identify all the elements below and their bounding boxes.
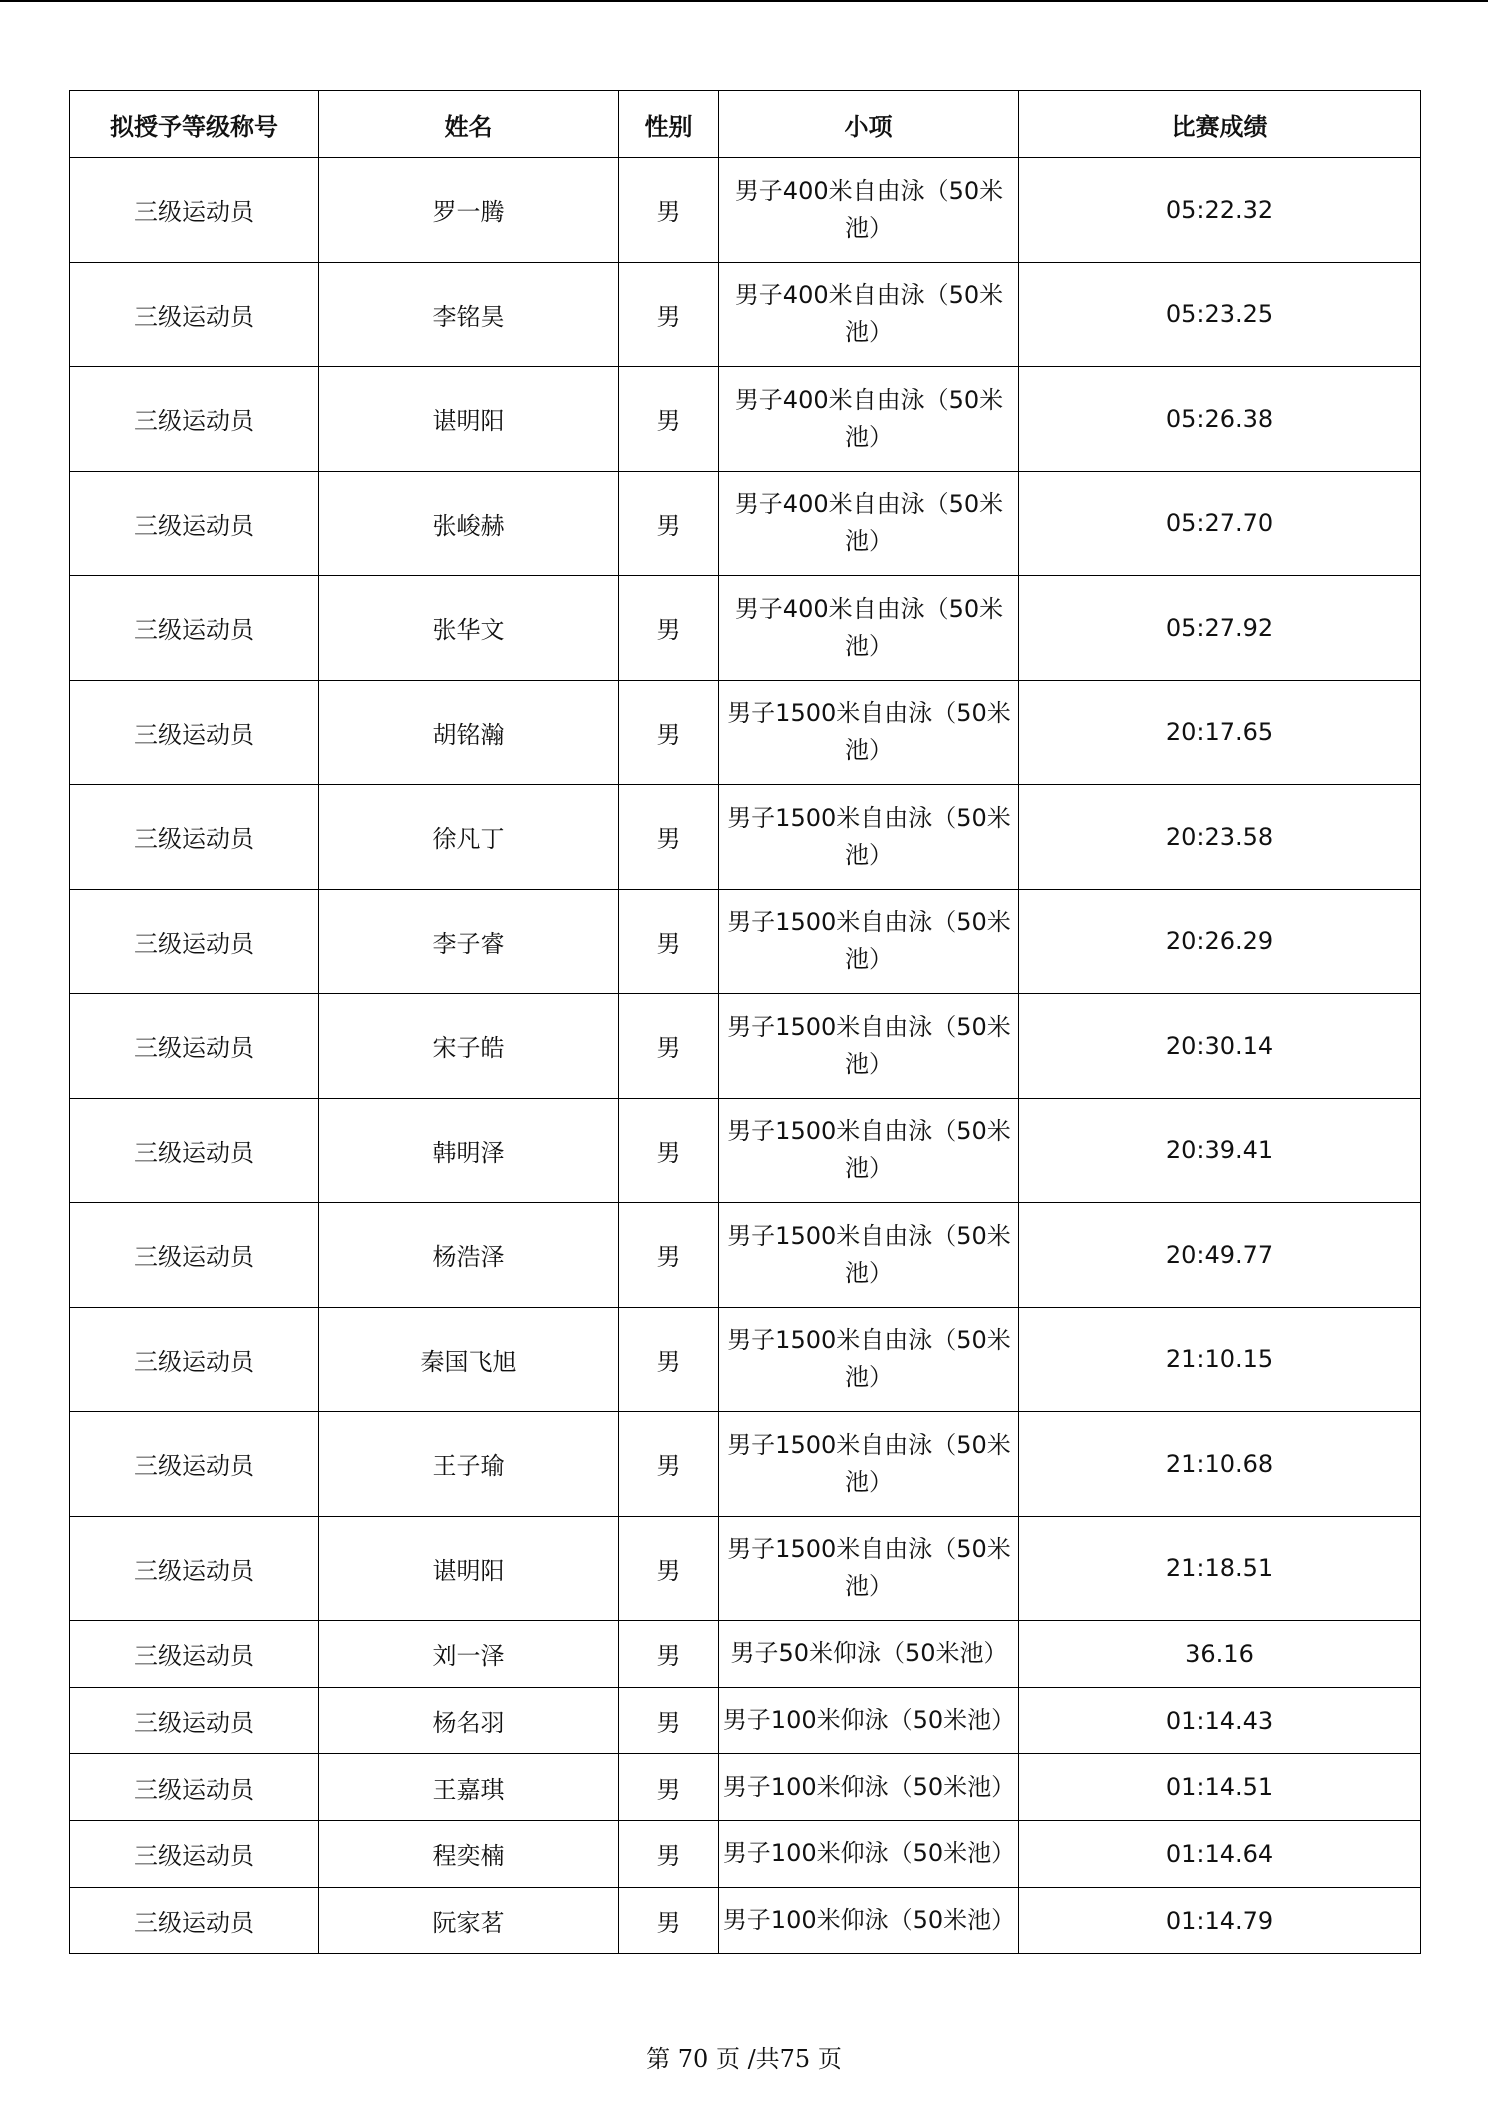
cell-name: 韩明泽 bbox=[319, 1098, 619, 1203]
table-row bbox=[70, 889, 1421, 994]
event-label: 男子100米仰泳（50米池） bbox=[722, 1906, 1016, 1935]
cell-level: 三级运动员 bbox=[70, 1516, 319, 1621]
cell-result: 20:23.58 bbox=[1019, 785, 1421, 890]
table-row bbox=[70, 1203, 1421, 1308]
header-event: 小项 bbox=[719, 91, 1019, 158]
cell-name: 王嘉琪 bbox=[319, 1754, 619, 1821]
cell-gender: 男 bbox=[619, 367, 719, 472]
cell-result: 01:14.79 bbox=[1019, 1887, 1421, 1954]
event-label: 男子400米自由泳（50米池） bbox=[734, 281, 1004, 347]
table-row bbox=[70, 994, 1421, 1099]
cell-name: 杨浩泽 bbox=[319, 1203, 619, 1308]
table-row bbox=[70, 1821, 1421, 1888]
table-row bbox=[70, 1516, 1421, 1621]
cell-event bbox=[719, 785, 1019, 890]
cell-name: 胡铭瀚 bbox=[319, 680, 619, 785]
cell-event bbox=[719, 994, 1019, 1099]
cell-event bbox=[719, 1307, 1019, 1412]
cell-result: 21:18.51 bbox=[1019, 1516, 1421, 1621]
cell-result: 05:23.25 bbox=[1019, 262, 1421, 367]
table-row bbox=[70, 1412, 1421, 1517]
cell-result: 20:30.14 bbox=[1019, 994, 1421, 1099]
cell-event bbox=[719, 367, 1019, 472]
table-body bbox=[70, 158, 1421, 1954]
cell-gender: 男 bbox=[619, 1621, 719, 1688]
cell-result: 05:27.92 bbox=[1019, 576, 1421, 681]
event-label: 男子100米仰泳（50米池） bbox=[722, 1706, 1016, 1735]
table-row bbox=[70, 158, 1421, 263]
event-label: 男子1500米自由泳（50米池） bbox=[727, 1430, 1011, 1496]
cell-result: 20:26.29 bbox=[1019, 889, 1421, 994]
table-row bbox=[70, 1307, 1421, 1412]
cell-level: 三级运动员 bbox=[70, 471, 319, 576]
cell-name: 李铭昊 bbox=[319, 262, 619, 367]
cell-level: 三级运动员 bbox=[70, 158, 319, 263]
cell-gender: 男 bbox=[619, 680, 719, 785]
header-level: 拟授予等级称号 bbox=[70, 91, 319, 158]
table-row bbox=[70, 1887, 1421, 1954]
cell-gender: 男 bbox=[619, 158, 719, 263]
cell-level: 三级运动员 bbox=[70, 1203, 319, 1308]
cell-gender: 男 bbox=[619, 1887, 719, 1954]
event-label: 男子100米仰泳（50米池） bbox=[722, 1772, 1016, 1801]
event-label: 男子50米仰泳（50米池） bbox=[730, 1639, 1008, 1668]
cell-event bbox=[719, 1887, 1019, 1954]
cell-level: 三级运动员 bbox=[70, 1412, 319, 1517]
cell-gender: 男 bbox=[619, 576, 719, 681]
cell-result: 21:10.15 bbox=[1019, 1307, 1421, 1412]
cell-gender: 男 bbox=[619, 1203, 719, 1308]
event-label: 男子1500米自由泳（50米池） bbox=[727, 1535, 1011, 1601]
table-row bbox=[70, 680, 1421, 785]
table-row bbox=[70, 576, 1421, 681]
table-header-row bbox=[70, 91, 1421, 158]
cell-gender: 男 bbox=[619, 1412, 719, 1517]
cell-result: 01:14.51 bbox=[1019, 1754, 1421, 1821]
cell-name: 杨名羽 bbox=[319, 1687, 619, 1754]
event-label: 男子100米仰泳（50米池） bbox=[722, 1839, 1016, 1868]
athlete-results-table bbox=[69, 90, 1421, 1954]
cell-gender: 男 bbox=[619, 1754, 719, 1821]
header-gender: 性别 bbox=[619, 91, 719, 158]
cell-name: 程奕楠 bbox=[319, 1821, 619, 1888]
cell-level: 三级运动员 bbox=[70, 1754, 319, 1821]
cell-level: 三级运动员 bbox=[70, 1307, 319, 1412]
event-label: 男子1500米自由泳（50米池） bbox=[727, 908, 1011, 974]
cell-event bbox=[719, 1754, 1019, 1821]
cell-level: 三级运动员 bbox=[70, 367, 319, 472]
cell-event bbox=[719, 1516, 1019, 1621]
cell-gender: 男 bbox=[619, 785, 719, 890]
cell-event bbox=[719, 1821, 1019, 1888]
cell-name: 刘一泽 bbox=[319, 1621, 619, 1688]
event-label: 男子1500米自由泳（50米池） bbox=[727, 1117, 1011, 1183]
cell-level: 三级运动员 bbox=[70, 1098, 319, 1203]
cell-event bbox=[719, 1621, 1019, 1688]
event-label: 男子400米自由泳（50米池） bbox=[734, 594, 1004, 660]
cell-gender: 男 bbox=[619, 262, 719, 367]
cell-gender: 男 bbox=[619, 1516, 719, 1621]
cell-name: 张峻赫 bbox=[319, 471, 619, 576]
cell-event bbox=[719, 1687, 1019, 1754]
page-top-border bbox=[0, 0, 1488, 2]
page-number: 第 70 页 /共75 页 bbox=[646, 2045, 842, 2073]
cell-level: 三级运动员 bbox=[70, 994, 319, 1099]
table-row bbox=[70, 262, 1421, 367]
cell-result: 20:39.41 bbox=[1019, 1098, 1421, 1203]
cell-result: 20:17.65 bbox=[1019, 680, 1421, 785]
cell-name: 谌明阳 bbox=[319, 1516, 619, 1621]
cell-level: 三级运动员 bbox=[70, 1821, 319, 1888]
cell-level: 三级运动员 bbox=[70, 889, 319, 994]
header-name: 姓名 bbox=[319, 91, 619, 158]
cell-event bbox=[719, 889, 1019, 994]
event-label: 男子1500米自由泳（50米池） bbox=[727, 699, 1011, 765]
cell-name: 徐凡丁 bbox=[319, 785, 619, 890]
cell-result: 01:14.43 bbox=[1019, 1687, 1421, 1754]
cell-gender: 男 bbox=[619, 471, 719, 576]
cell-result: 05:27.70 bbox=[1019, 471, 1421, 576]
cell-name: 李子睿 bbox=[319, 889, 619, 994]
cell-level: 三级运动员 bbox=[70, 680, 319, 785]
cell-gender: 男 bbox=[619, 1687, 719, 1754]
event-label: 男子400米自由泳（50米池） bbox=[734, 385, 1004, 451]
cell-result: 05:22.32 bbox=[1019, 158, 1421, 263]
cell-result: 01:14.64 bbox=[1019, 1821, 1421, 1888]
cell-name: 阮家茗 bbox=[319, 1887, 619, 1954]
event-label: 男子400米自由泳（50米池） bbox=[734, 490, 1004, 556]
event-label: 男子1500米自由泳（50米池） bbox=[727, 1326, 1011, 1392]
cell-gender: 男 bbox=[619, 994, 719, 1099]
cell-level: 三级运动员 bbox=[70, 262, 319, 367]
table-row bbox=[70, 1754, 1421, 1821]
cell-name: 张华文 bbox=[319, 576, 619, 681]
cell-result: 05:26.38 bbox=[1019, 367, 1421, 472]
cell-gender: 男 bbox=[619, 1821, 719, 1888]
cell-event bbox=[719, 158, 1019, 263]
table-row bbox=[70, 1687, 1421, 1754]
cell-event bbox=[719, 1098, 1019, 1203]
event-label: 男子1500米自由泳（50米池） bbox=[727, 1221, 1011, 1287]
cell-result: 21:10.68 bbox=[1019, 1412, 1421, 1517]
cell-event bbox=[719, 576, 1019, 681]
cell-level: 三级运动员 bbox=[70, 576, 319, 681]
cell-name: 谌明阳 bbox=[319, 367, 619, 472]
cell-event bbox=[719, 471, 1019, 576]
cell-gender: 男 bbox=[619, 1307, 719, 1412]
cell-event bbox=[719, 262, 1019, 367]
event-label: 男子1500米自由泳（50米池） bbox=[727, 803, 1011, 869]
cell-level: 三级运动员 bbox=[70, 1887, 319, 1954]
table-row bbox=[70, 785, 1421, 890]
cell-name: 罗一腾 bbox=[319, 158, 619, 263]
cell-level: 三级运动员 bbox=[70, 1621, 319, 1688]
cell-name: 王子瑜 bbox=[319, 1412, 619, 1517]
cell-result: 20:49.77 bbox=[1019, 1203, 1421, 1308]
cell-level: 三级运动员 bbox=[70, 1687, 319, 1754]
cell-level: 三级运动员 bbox=[70, 785, 319, 890]
cell-event bbox=[719, 1412, 1019, 1517]
cell-gender: 男 bbox=[619, 1098, 719, 1203]
header-result: 比赛成绩 bbox=[1019, 91, 1421, 158]
cell-event bbox=[719, 680, 1019, 785]
table-row bbox=[70, 367, 1421, 472]
table-row bbox=[70, 1098, 1421, 1203]
event-label: 男子1500米自由泳（50米池） bbox=[727, 1012, 1011, 1078]
cell-name: 秦国飞旭 bbox=[319, 1307, 619, 1412]
table-row bbox=[70, 1621, 1421, 1688]
table-row bbox=[70, 471, 1421, 576]
cell-name: 宋子皓 bbox=[319, 994, 619, 1099]
cell-event bbox=[719, 1203, 1019, 1308]
event-label: 男子400米自由泳（50米池） bbox=[734, 176, 1004, 242]
cell-result: 36.16 bbox=[1019, 1621, 1421, 1688]
cell-gender: 男 bbox=[619, 889, 719, 994]
